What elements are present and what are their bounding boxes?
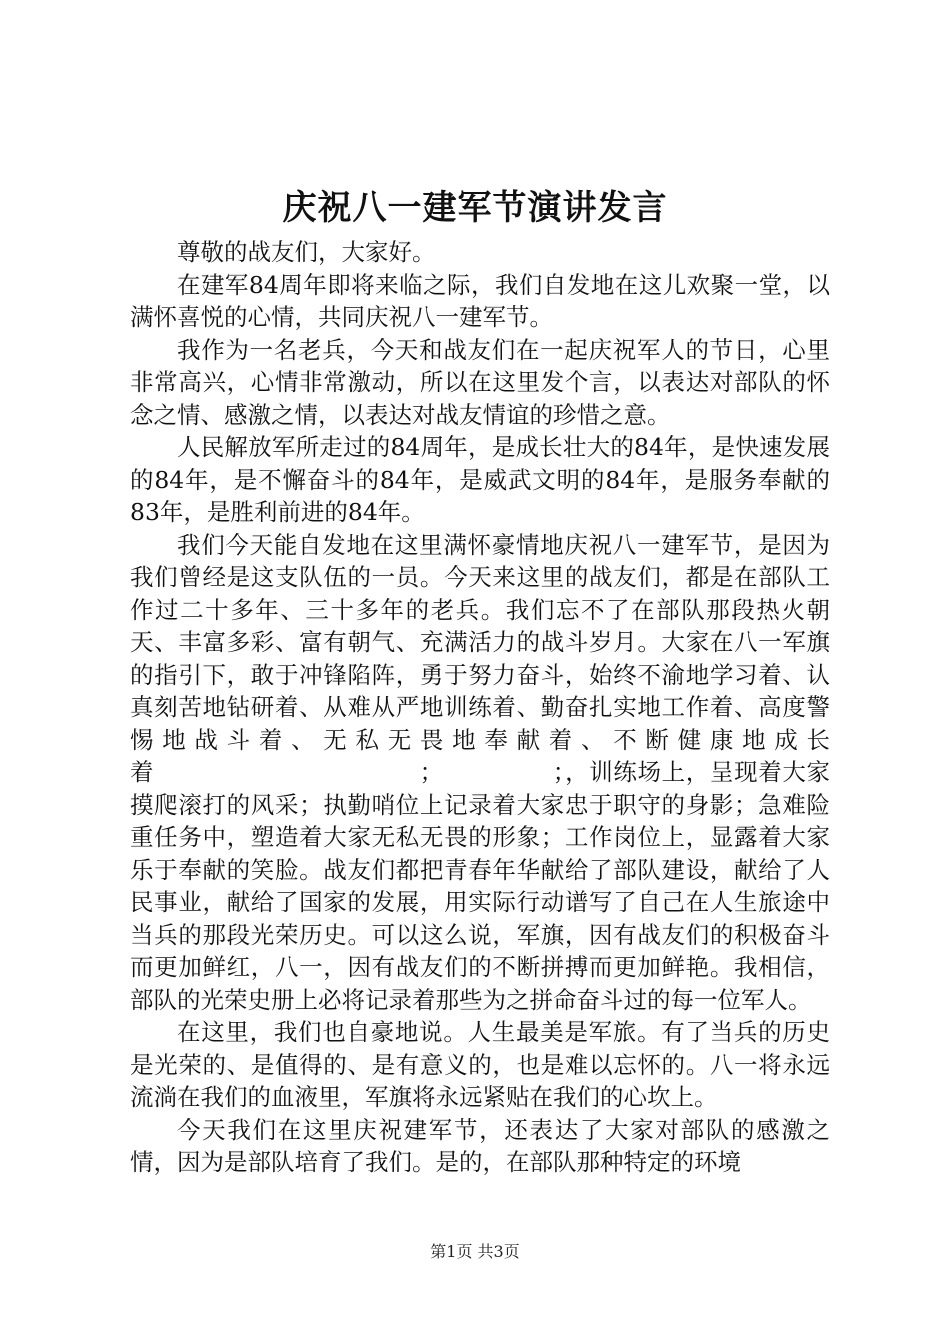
paragraph-4: 我们今天能自发地在这里满怀豪情地庆祝八一建军节，是因为我们曾经是这支队伍的一员。今天来这里的战友们，都是在部队工作过二十多年、三十多年的老兵。我们忘不了在部队那段热火朝天、丰富多彩、富有朝气、充满活力的战斗岁月。大家在八一军旗的指引下，敢于冲锋陷阵，勇于努力奋斗，始终不渝地学习着、认真刻苦地钻研着、从难从严地训练着、勤奋扎实地工作着、高度警惕地战斗着、无私无畏地奉献着、不断健康地成长着 ； ；，训练场上，呈现着大家摸爬滚打的风采；执勤哨位上记录着大家忠于职守的身影；急难险重任务中，塑造着大家无私无畏的形象；工作岗位上，显露着大家乐于奉献的笑脸。战友们都把青春年华献给了部队建设，献给了人民事业，献给了国家的发展，用实际行动谱写了自己在人生旅途中当兵的那段光荣历史。可以这么说，军旗，因有战友们的积极奋斗而更加鲜红，八一，因有战友们的不断拼搏而更加鲜艳。我相信，部队的光荣史册上必将记录着那些为之拼命奋斗过的每一位军人。: [130, 530, 830, 1014]
page-footer: 第1页 共3页: [430, 1242, 520, 1261]
paragraph-1: 在建军84周年即将来临之际，我们自发地在这儿欢聚一堂，以满怀喜悦的心情，共同庆祝八一建军节。: [130, 270, 830, 331]
paragraph-2: 我作为一名老兵，今天和战友们在一起庆祝军人的节日，心里非常高兴，心情非常激动，所以在这里发个言，以表达对部队的怀念之情、感激之情，以表达对战友情谊的珍惜之意。: [130, 335, 830, 429]
paragraph-5: 在这里，我们也自豪地说。人生最美是军旅。有了当兵的历史是光荣的、是值得的、是有意义的，也是难以忘怀的。八一将永远流淌在我们的血液里，军旗将永远紧贴在我们的心坎上。: [130, 1018, 830, 1111]
paragraph-greeting: 尊敬的战友们，大家好。: [177, 238, 436, 266]
paragraph-3: 人民解放军所走过的84周年，是成长壮大的84年，是快速发展的84年，是不懈奋斗的84年，是威武文明的84年，是服务奉献的83年，是胜利前进的84年。: [130, 433, 830, 526]
paragraph-6: 今天我们在这里庆祝建军节，还表达了大家对部队的感激之情，因为是部队培育了我们。是的，在部队那种特定的环境: [130, 1115, 830, 1176]
document-body: [130, 236, 830, 1179]
document-title: 庆祝八一建军节演讲发言: [282, 188, 668, 228]
